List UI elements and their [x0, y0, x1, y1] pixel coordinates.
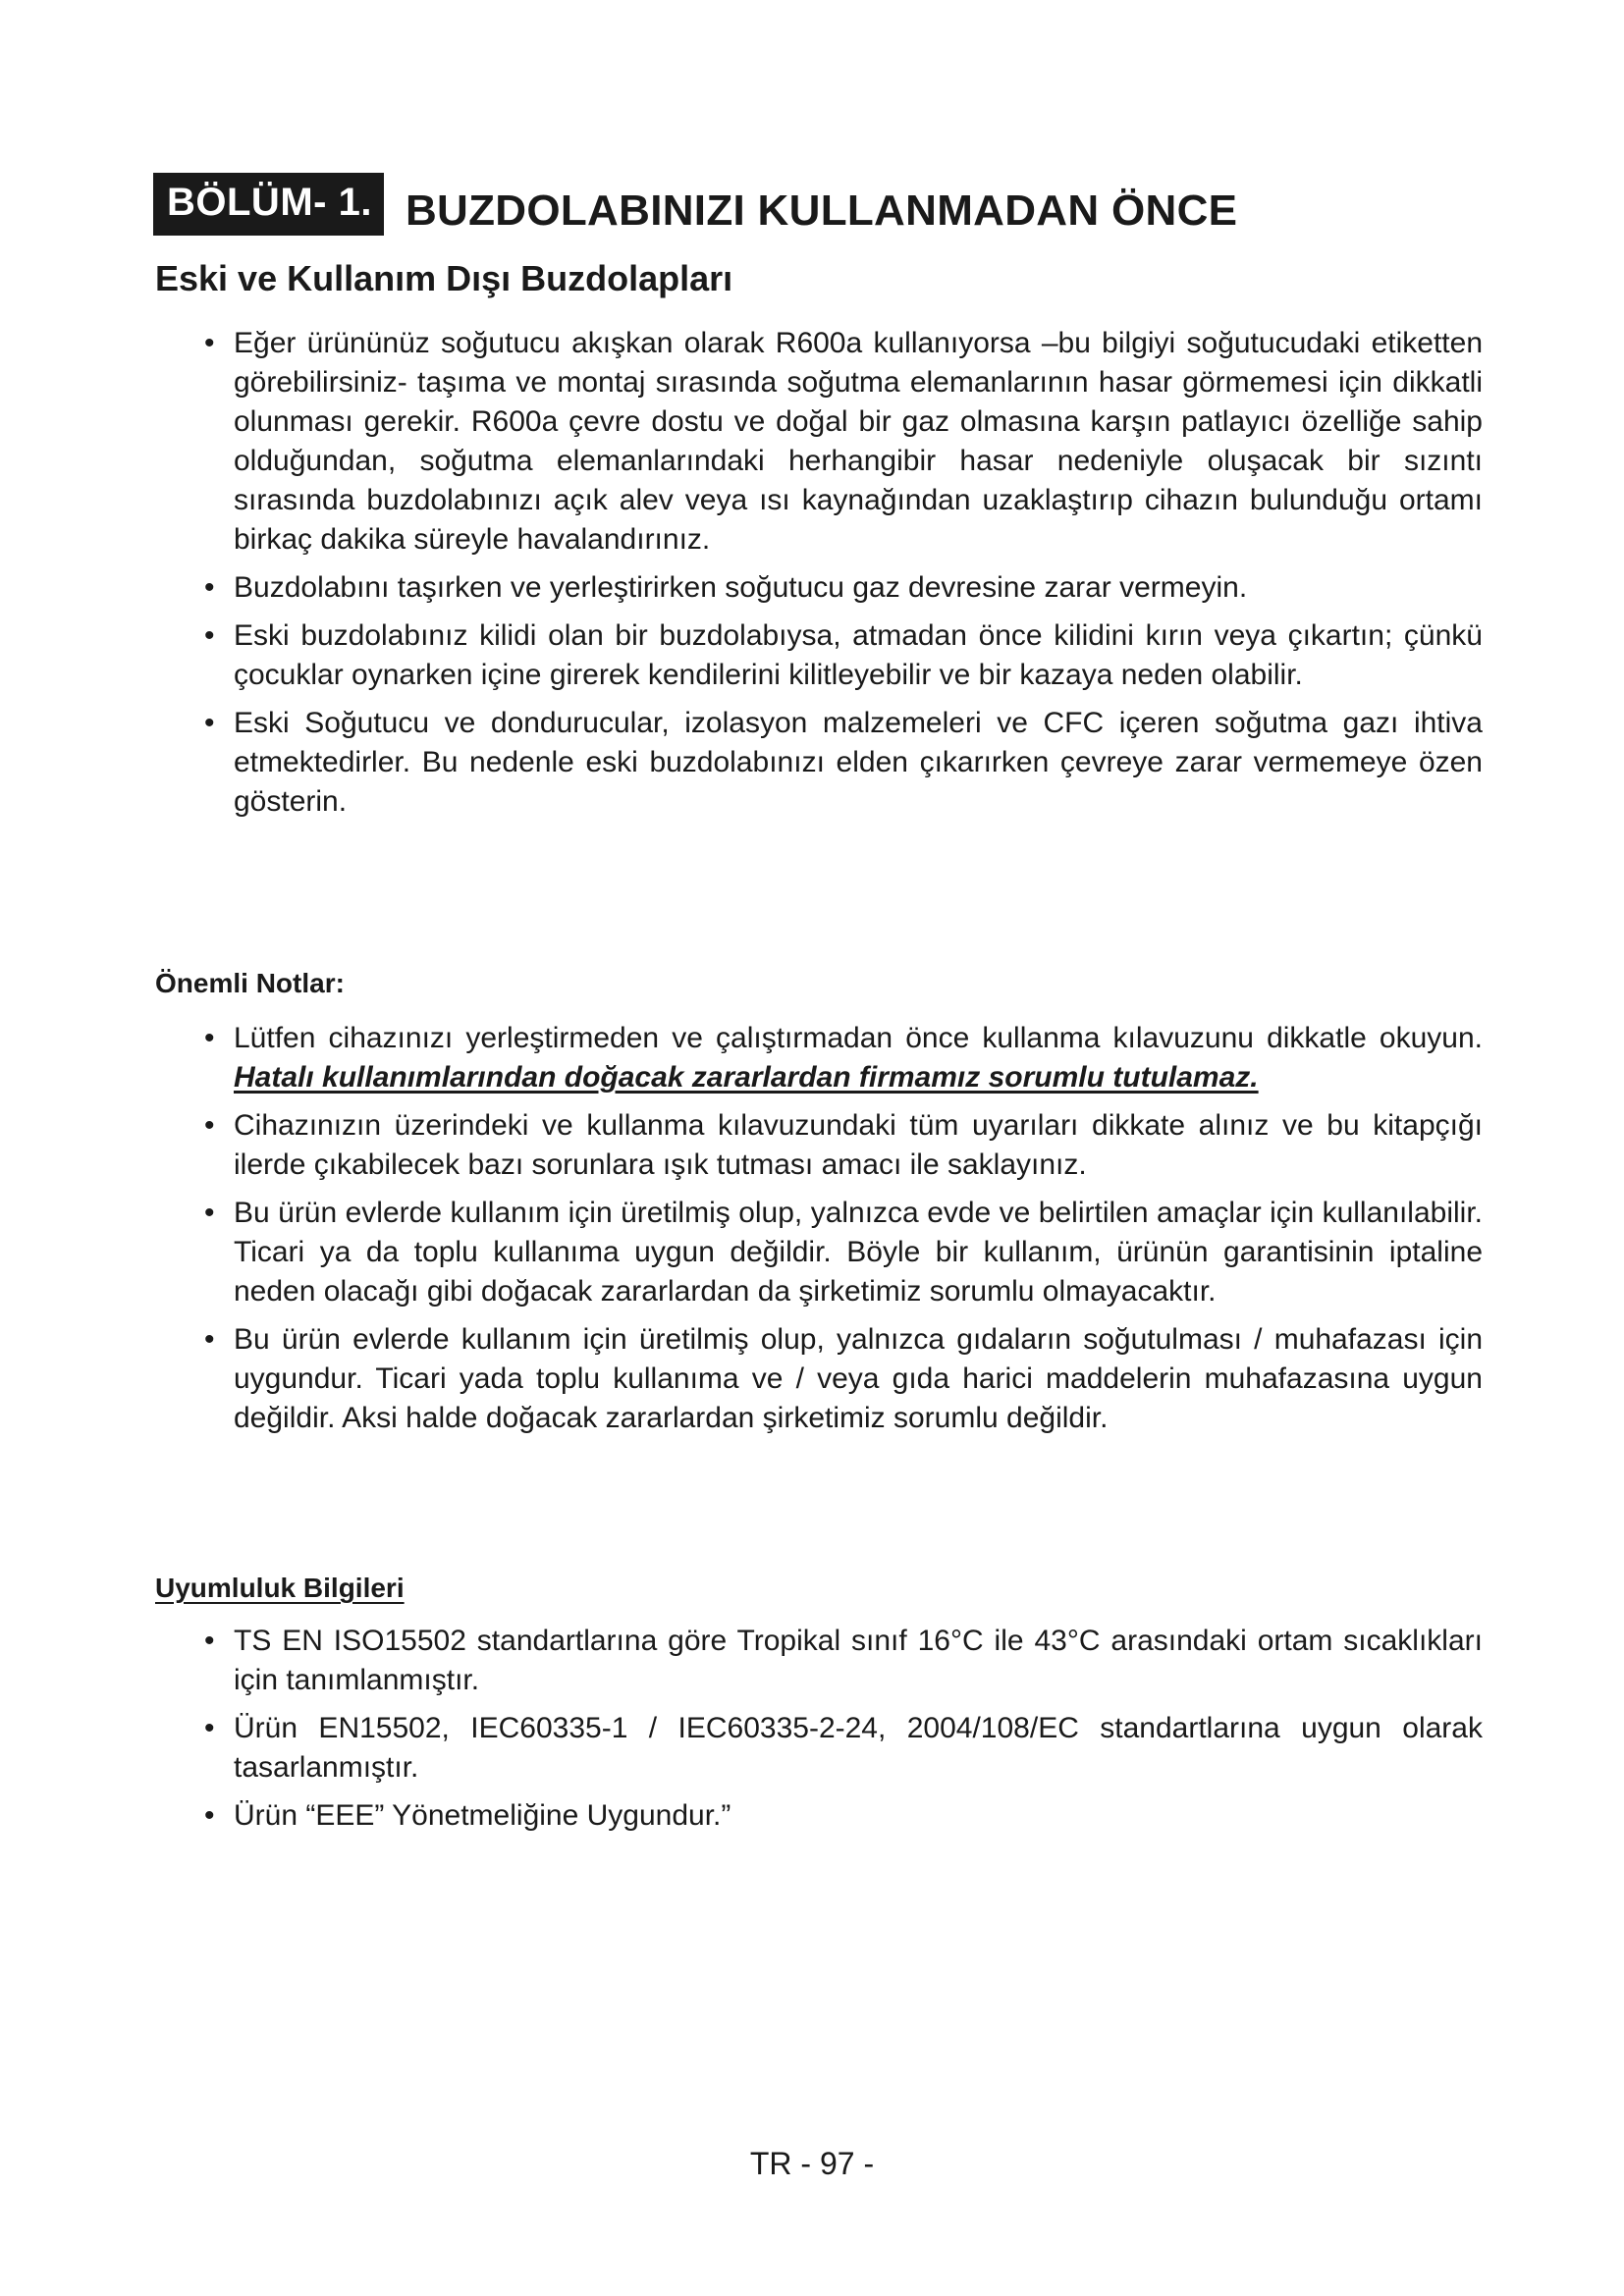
chapter-badge: BÖLÜM- 1. [153, 173, 384, 236]
list-item-text: TS EN ISO15502 standartlarına göre Tropikal sınıf 16°C ile 43°C arasındaki ortam sıcaklıkları için tanımlanmıştır. [234, 1625, 1483, 1696]
old-fridges-list [204, 324, 1483, 830]
list-item-text: Eğer ürününüz soğutucu akışkan olarak R600a kullanıyorsa –bu bilgiyi soğutucudaki etiketten görebilirsiniz- taşıma ve montaj sırasında soğutma elemanlarının hasar görmemesi için dikkatli olunması gerekir. R600a çevre dostu ve doğal bir gaz olmasına karşın patlayıcı özelliğe sahip olduğundan, soğutma elemanlarındaki herhangibir hasar nedeniyle oluşacak bir sızıntı sırasında buzdolabınızı açık alev veya ısı kaynağından uzaklaştırıp cihazın bulunduğu ortamı birkaç dakika süreyle havalandırınız. [234, 327, 1483, 556]
important-notes-list [204, 1019, 1483, 1447]
page-number: TR - 97 - [749, 2146, 875, 2181]
compliance-list [204, 1622, 1483, 1844]
bullet-icon: • [204, 327, 215, 359]
bullet-icon: • [204, 707, 215, 739]
disclaimer-emphasis: Hatalı kullanımlarından doğacak zararlardan firmamız sorumlu tutulamaz. [234, 1061, 1259, 1094]
bullet-icon: • [204, 1625, 215, 1657]
bullet-icon: • [204, 619, 215, 652]
bullet-icon: • [204, 571, 215, 604]
section-heading-old-fridges: Eski ve Kullanım Dışı Buzdolapları [155, 258, 733, 298]
list-item [204, 704, 1483, 822]
list-item-text: Bu ürün evlerde kullanım için üretilmiş olup, yalnızca gıdaların soğutulması / muhafazası için uygundur. Ticari yada toplu kullanıma ve / veya gıda harici maddelerin muhafazasına uygun değildir. Aksi halde doğacak zararlardan şirketimiz sorumlu değildir. [234, 1323, 1483, 1434]
list-item-text: Eski buzdolabınız kilidi olan bir buzdolabıysa, atmadan önce kilidini kırın veya çıkartın; çünkü çocuklar oynarken içine girerek kendilerini kilitleyebilir ve bir kazaya neden olabilir. [234, 619, 1483, 691]
list-item-text: Ürün “EEE” Yönetmeliğine Uygundur.” [234, 1799, 731, 1832]
list-item-text: Lütfen cihazınızı yerleştirmeden ve çalıştırmadan önce kullanma kılavuzunu dikkatle okuyun. [234, 1022, 1483, 1054]
bullet-icon: • [204, 1022, 215, 1054]
section-heading-important-notes: Önemli Notlar: [155, 968, 345, 998]
list-item-text: Bu ürün evlerde kullanım için üretilmiş olup, yalnızca evde ve belirtilen amaçlar için kullanılabilir. Ticari ya da toplu kullanıma uygun değildir. Böyle bir kullanım, ürünün garantisinin iptaline neden olacağı gibi doğacak zararlardan da şirketimiz sorumlu olmayacaktır. [234, 1197, 1483, 1308]
section-heading-compliance: Uyumluluk Bilgileri [155, 1573, 405, 1603]
bullet-icon: • [204, 1799, 215, 1832]
list-item [204, 324, 1483, 560]
chapter-header [153, 173, 1237, 236]
list-item [204, 616, 1483, 695]
bullet-icon: • [204, 1197, 215, 1229]
bullet-icon: • [204, 1109, 215, 1142]
list-item [204, 1622, 1483, 1700]
list-item [204, 1709, 1483, 1788]
list-item [204, 1320, 1483, 1438]
list-item-text: Ürün EN15502, IEC60335-1 / IEC60335-2-24, 2004/108/EC standartlarına uygun olarak tasarlanmıştır. [234, 1712, 1483, 1784]
list-item [204, 568, 1483, 608]
list-item-text: Eski Soğutucu ve dondurucular, izolasyon malzemeleri ve CFC içeren soğutma gazı ihtiva etmektedirler. Bu nedenle eski buzdolabınızı elden çıkarırken çevreye zarar vermemeye özen gösterin. [234, 707, 1483, 818]
bullet-icon: • [204, 1712, 215, 1744]
chapter-title: BUZDOLABINIZI KULLANMADAN ÖNCE [405, 187, 1238, 235]
bullet-icon: • [204, 1323, 215, 1356]
list-item-text: Buzdolabını taşırken ve yerleştirirken soğutucu gaz devresine zarar vermeyin. [234, 571, 1248, 604]
list-item-text: Cihazınızın üzerindeki ve kullanma kılavuzundaki tüm uyarıları dikkate alınız ve bu kitapçığı ilerde çıkabilecek bazı sorunlara ışık tutması amacı ile saklayınız. [234, 1109, 1483, 1181]
list-item [204, 1796, 1483, 1836]
list-item [204, 1106, 1483, 1185]
list-item [204, 1019, 1483, 1097]
list-item [204, 1194, 1483, 1311]
